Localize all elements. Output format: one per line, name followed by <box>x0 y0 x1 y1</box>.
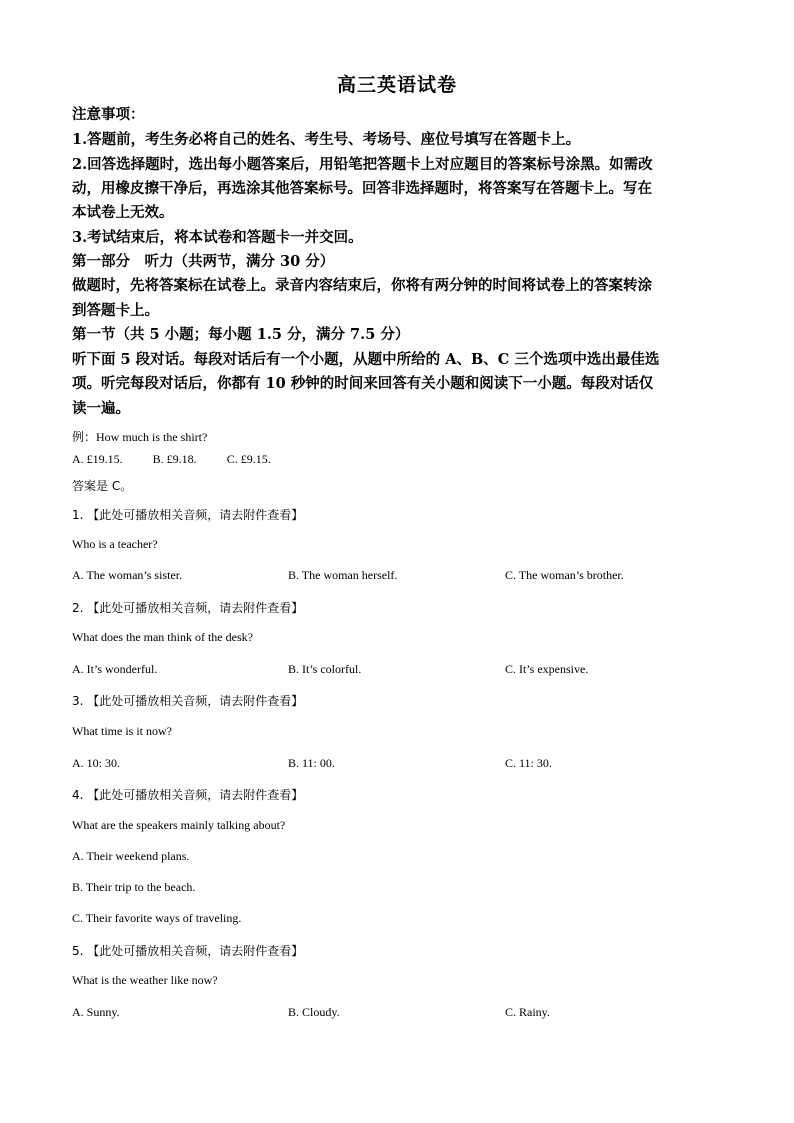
example-answer: 答案是 C。 <box>72 479 133 493</box>
q4-option-c: C. Their favorite ways of traveling. <box>72 911 242 925</box>
example-option-c: C. £9.15. <box>226 452 271 466</box>
example-options <box>72 452 298 467</box>
page-title: 高三英语试卷 <box>336 74 457 96</box>
q4-question: What are the speakers mainly talking about? <box>72 818 286 832</box>
q3-question: What time is it now? <box>72 724 172 738</box>
q3-option-a: A. 10: 30. <box>72 756 120 770</box>
q3-option-b: B. 11: 00. <box>288 756 335 770</box>
q4-option-b: B. Their trip to the beach. <box>72 880 196 894</box>
part1-instruction-line-2: 到答题卡上。 <box>72 302 159 319</box>
notice-item-1: 1.答题前，考生务必将自己的姓名、考生号、考场号、座位号填写在答题卡上。 <box>72 131 581 148</box>
q5-option-a: A. Sunny. <box>72 1005 120 1019</box>
q2-audio-placeholder[interactable]: 2. 【此处可播放相关音频，请去附件查看】 <box>72 601 304 615</box>
q5-option-c: C. Rainy. <box>505 1005 550 1019</box>
q2-option-a: A. It’s wonderful. <box>72 662 158 676</box>
q1-question: Who is a teacher? <box>72 537 158 551</box>
q4-option-a: A. Their weekend plans. <box>72 849 190 863</box>
notice-item-2-line-2: 动，用橡皮擦干净后，再选涂其他答案标号。回答非选择题时，将答案写在答题卡上。写在 <box>72 180 652 197</box>
q2-option-b: B. It’s colorful. <box>288 662 362 676</box>
part1-heading: 第一部分 听力（共两节，满分 30 分） <box>72 253 335 270</box>
q5-option-b: B. Cloudy. <box>288 1005 340 1019</box>
q5-audio-placeholder[interactable]: 5. 【此处可播放相关音频，请去附件查看】 <box>72 944 304 958</box>
q3-option-c: C. 11: 30. <box>505 756 552 770</box>
section1-instruction-line-1: 听下面 5 段对话。每段对话后有一个小题，从题中所给的 A、B、C 三个选项中选出最佳选 <box>72 351 660 368</box>
q5-question: What is the weather like now? <box>72 973 218 987</box>
q2-question: What does the man think of the desk? <box>72 630 253 644</box>
q4-audio-placeholder[interactable]: 4. 【此处可播放相关音频，请去附件查看】 <box>72 788 304 802</box>
notice-item-2-line-1: 2.回答选择题时，选出每小题答案后，用铅笔把答题卡上对应题目的答案标号涂黑。如需改 <box>72 156 653 173</box>
q1-audio-placeholder[interactable]: 1. 【此处可播放相关音频，请去附件查看】 <box>72 508 304 522</box>
q1-option-b: B. The woman herself. <box>288 568 398 582</box>
example-option-a: A. £19.15. <box>72 452 123 466</box>
q2-option-c: C. It’s expensive. <box>505 662 589 676</box>
part1-instruction-line-1: 做题时，先将答案标在试卷上。录音内容结束后，你将有两分钟的时间将试卷上的答案转涂 <box>72 277 652 294</box>
section1-heading: 第一节（共 5 小题；每小题 1.5 分，满分 7.5 分） <box>72 326 410 343</box>
notice-item-2-line-3: 本试卷上无效。 <box>72 204 174 221</box>
notice-heading: 注意事项： <box>72 106 145 123</box>
q1-option-a: A. The woman’s sister. <box>72 568 183 582</box>
section1-instruction-line-2: 项。听完每段对话后，你都有 10 秒钟的时间来回答有关小题和阅读下一小题。每段对话仅 <box>72 375 654 392</box>
example-question: 例：How much is the shirt? <box>72 430 208 444</box>
q3-audio-placeholder[interactable]: 3. 【此处可播放相关音频，请去附件查看】 <box>72 694 304 708</box>
notice-item-3: 3.考试结束后，将本试卷和答题卡一并交回。 <box>72 229 363 246</box>
section1-instruction-line-3: 读一遍。 <box>72 400 130 417</box>
q1-option-c: C. The woman’s brother. <box>505 568 624 582</box>
example-option-b: B. £9.18. <box>152 452 197 466</box>
